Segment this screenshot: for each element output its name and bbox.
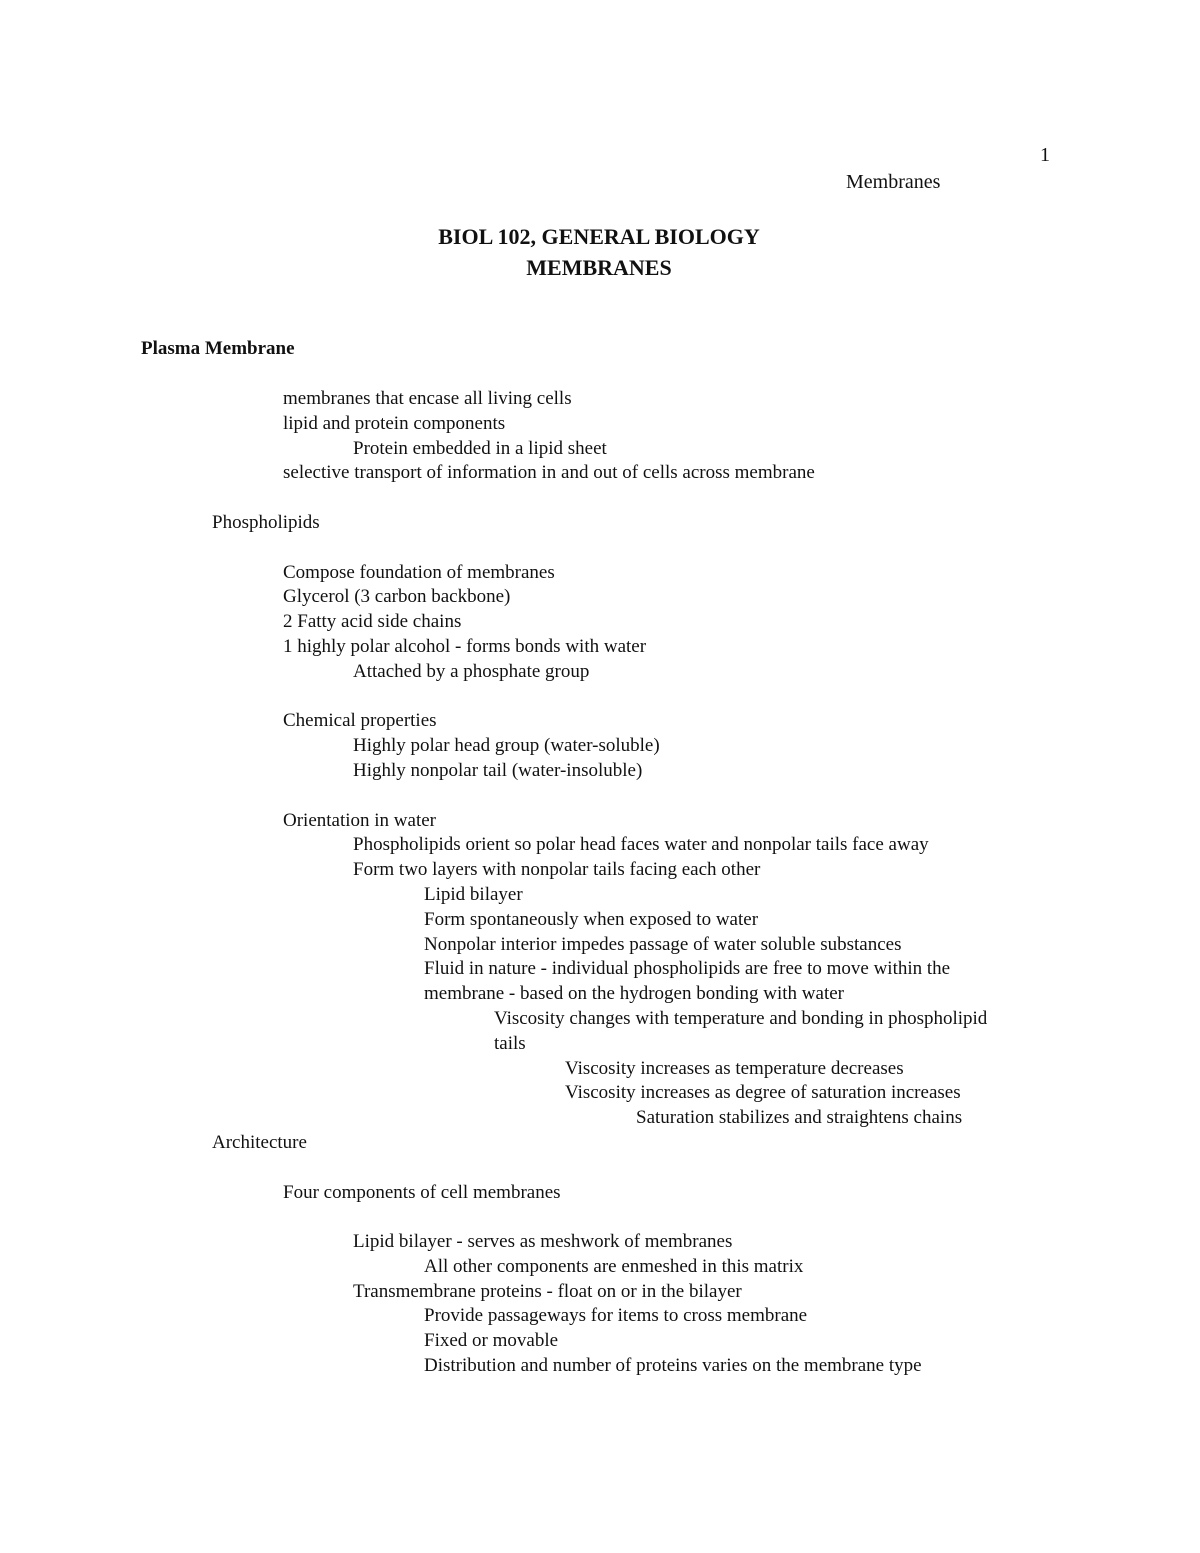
section-heading: Plasma Membrane (141, 338, 295, 359)
title-line-topic: MEMBRANES (526, 255, 672, 280)
outline-item: Lipid bilayer - serves as meshwork of membranes (353, 1231, 733, 1253)
title-line-course: BIOL 102, GENERAL BIOLOGY (438, 224, 760, 249)
outline-item: Distribution and number of proteins varies on the membrane type (424, 1355, 922, 1377)
outline-item: Chemical properties (283, 710, 437, 732)
blank-line (0, 1156, 1200, 1181)
outline-item: Glycerol (3 carbon backbone) (283, 586, 511, 608)
running-head: Membranes (846, 171, 941, 193)
outline-item: All other components are enmeshed in this matrix (424, 1255, 804, 1277)
outline-item: Nonpolar interior impedes passage of water soluble substances (424, 933, 902, 955)
outline-item: Architecture (212, 1131, 307, 1153)
page-number: 1 (1040, 144, 1050, 166)
outline-item: membranes that encase all living cells (283, 388, 572, 409)
outline-item: Phospholipids orient so polar head faces water and nonpolar tails face away (353, 834, 929, 856)
outline-item: Protein embedded in a lipid sheet (353, 437, 607, 459)
blank-line (0, 486, 1200, 511)
outline-item: membrane - based on the hydrogen bonding with water (424, 983, 844, 1005)
outline-item: 2 Fatty acid side chains (283, 611, 462, 633)
blank-line (0, 784, 1200, 809)
outline-item: Phospholipids (212, 511, 320, 533)
outline-item: 1 highly polar alcohol - forms bonds with water (283, 635, 647, 657)
outline-item: Lipid bilayer (424, 883, 523, 905)
outline-item: Fluid in nature - individual phospholipids are free to move within the (424, 958, 951, 980)
outline-list (0, 387, 1200, 1379)
outline-item: Highly polar head group (water-soluble) (353, 735, 660, 757)
outline-item: Provide passageways for items to cross membrane (424, 1305, 808, 1327)
outline-item: Form two layers with nonpolar tails facing each other (353, 859, 761, 881)
outline-item: Viscosity increases as temperature decreases (565, 1057, 904, 1079)
blank-line (0, 1205, 1200, 1230)
outline-item: Highly nonpolar tail (water-insoluble) (353, 759, 643, 781)
outline-item: Fixed or movable (424, 1330, 559, 1352)
outline-item: Viscosity increases as degree of saturation increases (565, 1082, 961, 1104)
blank-line (0, 685, 1200, 710)
outline-item: Compose foundation of membranes (283, 561, 555, 583)
outline-item: Attached by a phosphate group (353, 660, 590, 682)
blank-line (0, 536, 1200, 561)
outline-item: Form spontaneously when exposed to water (424, 908, 759, 930)
outline-item: Transmembrane proteins - float on or in the bilayer (353, 1280, 742, 1302)
document-title (0, 221, 1198, 283)
outline-item: Orientation in water (283, 809, 437, 831)
outline-item: Four components of cell membranes (283, 1181, 561, 1203)
outline-item: tails (494, 1032, 526, 1054)
outline-item: selective transport of information in and out of cells across membrane (283, 462, 815, 484)
outline-item: Viscosity changes with temperature and bonding in phospholipid (494, 1007, 988, 1029)
outline-item: lipid and protein components (283, 412, 506, 434)
outline-item: Saturation stabilizes and straightens chains (636, 1107, 963, 1129)
